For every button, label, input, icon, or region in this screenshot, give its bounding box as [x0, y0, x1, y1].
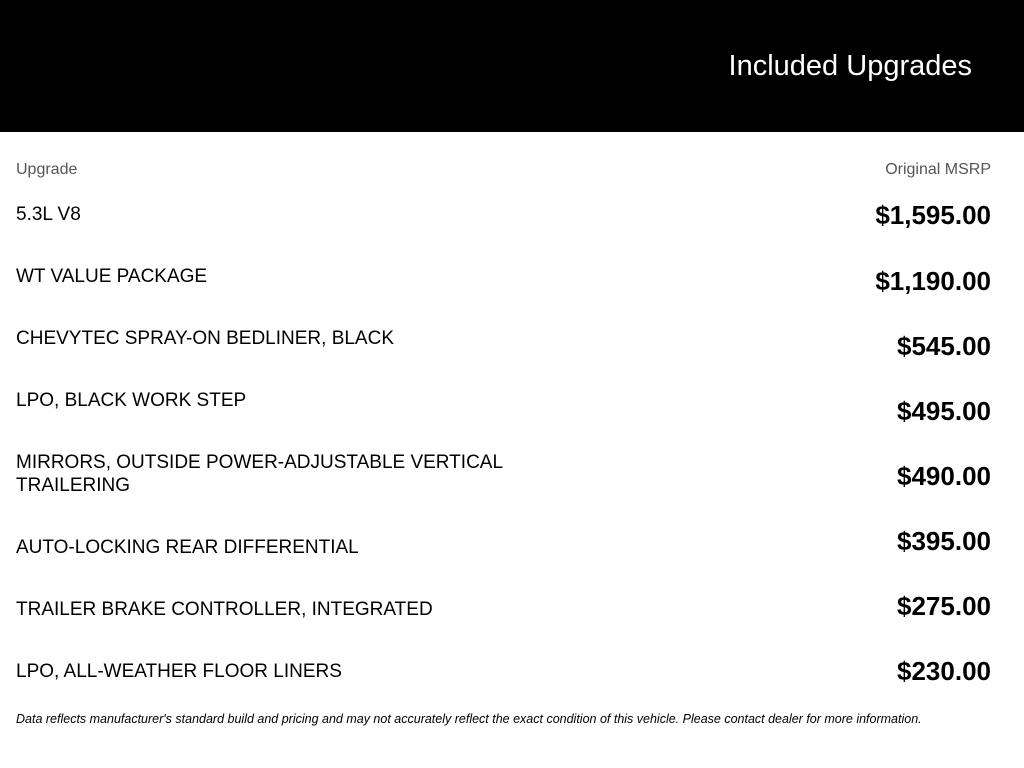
disclaimer-text: Data reflects manufacturer's standard build and pricing and may not accurately reflect the exact condition of this vehicle. Please contact dealer for more information.	[16, 712, 922, 726]
table-row	[16, 526, 991, 592]
upgrade-price: $230.00	[897, 656, 991, 686]
table-row	[16, 389, 991, 445]
upgrade-name: MIRRORS, OUTSIDE POWER-ADJUSTABLE VERTICAL TRAILERING	[16, 452, 503, 496]
table-row	[16, 265, 991, 321]
upgrade-price: $1,595.00	[875, 200, 991, 230]
upgrade-price: $275.00	[897, 591, 991, 621]
upgrade-price: $1,190.00	[875, 266, 991, 296]
column-header-msrp: Original MSRP	[885, 161, 991, 178]
upgrade-price: $395.00	[897, 526, 991, 556]
upgrade-name: LPO, ALL-WEATHER FLOOR LINERS	[16, 661, 342, 682]
page-title: Included Upgrades	[728, 50, 972, 82]
header-bar	[0, 0, 1024, 132]
upgrade-name: AUTO-LOCKING REAR DIFFERENTIAL	[16, 537, 359, 558]
upgrade-price: $545.00	[897, 331, 991, 361]
table-row	[16, 451, 991, 507]
table-row	[16, 200, 991, 259]
table-row	[16, 591, 991, 654]
table-row	[16, 656, 991, 716]
upgrade-price: $495.00	[897, 396, 991, 426]
upgrade-name: WT VALUE PACKAGE	[16, 266, 208, 287]
upgrade-name: CHEVYTEC SPRAY-ON BEDLINER, BLACK	[16, 328, 394, 349]
column-header-upgrade: Upgrade	[16, 161, 78, 178]
upgrade-name: 5.3L V8	[16, 204, 81, 225]
upgrade-name: LPO, BLACK WORK STEP	[16, 390, 247, 411]
upgrade-name: TRAILER BRAKE CONTROLLER, INTEGRATED	[16, 599, 433, 620]
table-row	[16, 327, 991, 383]
upgrade-price: $490.00	[897, 461, 991, 491]
